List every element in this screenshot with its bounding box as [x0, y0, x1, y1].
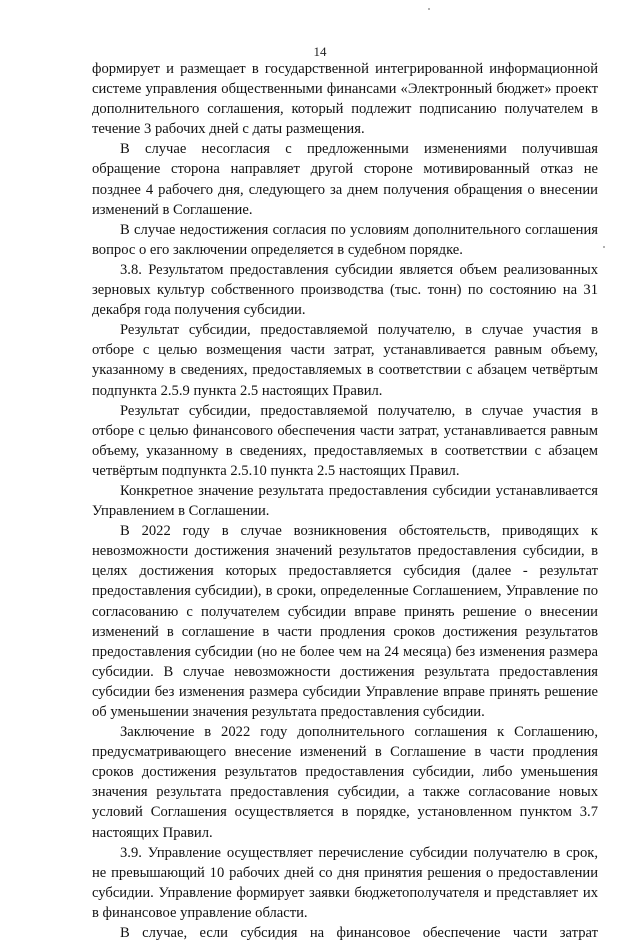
paragraph: В случае, если субсидия на финансовое обеспечение части затрат [120, 925, 598, 942]
paragraph: В 2022 году в случае возникновения обстоятельств, приводящих к невозможности достижения значений результатов предоставления субсидии, в целях достижения которых предоставляется субсидия (далее - результат предоставления субсидии), в сроки, определенные Соглашением, Управление по согласованию с получателем субсидии вправе принять решение о внесении изменений в соглашение в части продления сроков достижения результатов предоставления субсидии (но не более чем на 24 месяца) без изменения размера субсидии. В случае невозможности достижения результата предоставления субсидии без изменения размера субсидии Управление вправе принять решение об уменьшении значения результата предоставления субсидии. [92, 523, 598, 720]
scan-speck [428, 8, 430, 10]
scan-speck [603, 246, 605, 248]
page-number: 14 [313, 44, 327, 59]
paragraph: Результат субсидии, предоставляемой получателю, в случае участия в отборе с целью возмещения части затрат, устанавливается равным объему, указанному в сведениях, предоставляемых в соответствии с абзацем четвёртым подпункта 2.5.9 пункта 2.5 настоящих Правил. [92, 322, 598, 399]
paragraph: 3.9. Управление осуществляет перечисление субсидии получателю в срок, не превышающий 10 рабочих дней со дня принятия решения о предоставлении субсидии. Управление формирует заявки бюджетополучателя и представляет их в финансовое управление области. [92, 844, 598, 921]
paragraph: 3.8. Результатом предоставления субсидии является объем реализованных зерновых культур собственного производства (тыс. тонн) по состоянию на 31 декабря года получения субсидии. [92, 261, 598, 319]
paragraph: В случае несогласия с предложенными изменениями получившая обращение сторона направляет другой стороне мотивированный отказ не позднее 4 рабочего дня, следующего за днем получения обращения о внесении изменений в Соглашение. [92, 141, 598, 218]
document-body [92, 59, 598, 943]
paragraph: Конкретное значение результата предоставления субсидии устанавливается Управлением в Соглашении. [92, 482, 598, 520]
paragraph: В случае недостижения согласия по условиям дополнительного соглашения вопрос о его заключении определяется в судебном порядке. [92, 221, 598, 258]
paragraph: Заключение в 2022 году дополнительного соглашения к Соглашению, предусматривающего внесение изменений в Соглашение в части продления сроков достижения результатов предоставления субсидии, либо уменьшения значения результата предоставления субсидии, а также согласование новых условий Соглашения осуществляется в порядке, установленном пунктом 3.7 настоящих Правил. [92, 724, 598, 841]
paragraph: формирует и размещает в государственной интегрированной информационной системе управления общественными финансами «Электронный бюджет» проект дополнительного соглашения, который подлежит подписанию получателем в течение 3 рабочих дней с даты размещения. [92, 61, 598, 138]
paragraph: Результат субсидии, предоставляемой получателю, в случае участия в отборе с целью финансового обеспечения части затрат, устанавливается равным объему, указанному в сведениях, предоставляемых в соответствии с абзацем четвёртым подпункта 2.5.10 пункта 2.5 настоящих Правил. [92, 402, 598, 479]
